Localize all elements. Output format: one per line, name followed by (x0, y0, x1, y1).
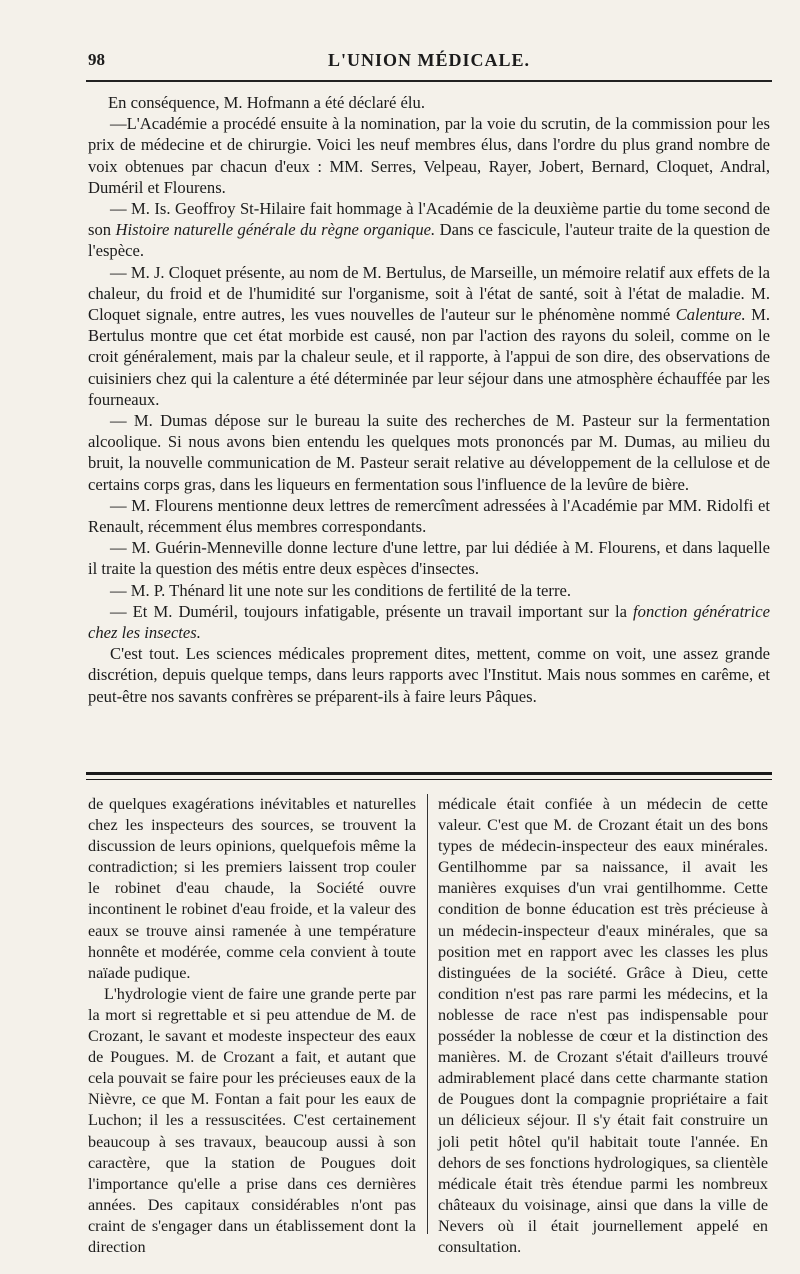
page-header (88, 50, 770, 80)
column-divider (427, 794, 428, 1234)
paragraph: — M. P. Thénard lit une note sur les conditions de fertilité de la terre. (110, 580, 571, 600)
feuilleton-left-column (88, 794, 416, 1258)
paragraph: — M. Dumas dépose sur le bureau la suite des recherches de M. Pasteur sur la fermentation alcoolique. Si nous avons bien entendu les quelques mots prononcés par M. Dumas, au milieu du bruit, la nouvelle communication de M. Pasteur serait relative au développement de la cellulose et de certains corps gras, dans les liqueurs en fermentation sous l'influence de la levûre de bière. (88, 411, 770, 494)
paragraph: — M. Is. Geoffroy St-Hilaire fait hommage à l'Académie de la deuxième partie du tome second de son Histoire naturelle générale du règne organique. Dans ce fascicule, l'auteur traite de la question de l'espèce. (88, 199, 770, 261)
paragraph: — Et M. Duméril, toujours infatigable, présente un travail important sur la fonction génératrice chez les insectes. (88, 601, 770, 643)
book-title: Histoire naturelle générale du règne organique. (115, 220, 436, 240)
paragraph: En conséquence, M. Hofmann a été déclaré élu. (108, 93, 425, 112)
header-rule (86, 80, 772, 82)
paragraph: — M. Flourens mentionne deux lettres de remercîment adressées à l'Académie par MM. Ridolfi et Renault, récemment élus membres correspondants. (88, 495, 770, 537)
paragraph: de quelques exagérations inévitables et naturelles chez les inspecteurs des sources, se trouvent la discussion de leurs opinions, quelquefois même la contradiction; si les premiers laissent trop couler le robinet d'eau chaude, la Société ouvre incontinent le robinet d'eau froide, et la valeur des eaux se trouve ainsi ramenée à une température honnête et modérée, comme cela convient à toute naïade pudique. (88, 795, 416, 982)
academy-report (88, 92, 770, 707)
term-calenture: Calenture. (675, 305, 746, 325)
paragraph: — M. J. Cloquet présente, au nom de M. Bertulus, de Marseille, un mémoire relatif aux effets de la chaleur, du froid et de l'humidité sur l'organisme, soit à l'état de santé, soit à l'état de maladie. M. Cloquet signale, entre autres, les vues nouvelles de l'auteur sur le phénomène nommé Calenture. M. Bertulus montre que cet état morbide est causé, non par l'action des rayons du soleil, comme on le croit généralement, mais par la chaleur seule, et il rapporte, à l'appui de son dire, des observations de cuisiniers chez qui la calenture a été déterminée par leur séjour dans une atmosphère échauffée par les fourneaux. (88, 262, 770, 409)
page-number: 98 (88, 50, 105, 69)
paragraph: médicale était confiée à un médecin de cette valeur. C'est que M. de Crozant était un des bons types de médecin-inspecteur des eaux minérales. Gentilhomme par sa naissance, il avait les manières exquises d'un vrai gentilhomme. Cette condition de bonne éducation est très précieuse à un médecin-inspecteur d'eaux minérales, que sa position met en rapport avec les classes les plus distinguées de la société. Grâce à Dieu, cette condition n'est pas rare parmi les médecins, et la noblesse de race n'est pas indispensable pour posséder la noblesse de cœur et la distinction des manières. M. de Crozant s'était d'ailleurs trouvé admirablement placé dans cette charmante station de Pougues dont la compagnie propriétaire a fait un délicieux séjour. Il s'y était fait construire un joli petit hôtel qu'il habitait toute l'année. En dehors de ses fonctions hydrologiques, sa clientèle médicale était très étendue parmi les nombreux châteaux du voisinage, ainsi que dans la ville de Nevers où il était journellement appelé en consultation. (438, 795, 768, 1256)
journal-title: L'UNION MÉDICALE. (327, 50, 531, 70)
feuilleton-right-column (438, 794, 768, 1258)
paragraph: — M. Guérin-Menneville donne lecture d'une lettre, par lui dédiée à M. Flourens, et dans laquelle il traite la question des métis entre deux espèces d'insectes. (88, 538, 770, 579)
paragraph: L'hydrologie vient de faire une grande perte par la mort si regrettable et si peu attendue de M. de Crozant, le savant et modeste inspecteur des eaux de Pougues. M. de Crozant a fait, et autant que cela pouvait se faire pour les précieuses eaux de la Nièvre, ce que M. Fontan a fait pour les eaux de Luchon; il les a ressuscitées. C'est certainement beaucoup à ses travaux, beaucoup aussi à son caractère, que la station de Pougues doit l'importance qu'elle a prise dans ces dernières années. Des capitaux considérables n'ont pas craint de s'engager dans un établissement dont la direction (88, 984, 416, 1256)
paragraph: —L'Académie a procédé ensuite à la nomination, par la voie du scrutin, de la commission pour les prix de médecine et de chirurgie. Voici les neuf membres élus, dans l'ordre du plus grand nombre de voix obtenues par chacun d'eux : MM. Serres, Velpeau, Rayer, Jobert, Bernard, Cloquet, Andral, Duméril et Flourens. (88, 114, 770, 197)
paragraph: C'est tout. Les sciences médicales proprement dites, mettent, comme on voit, une assez grande discrétion, depuis quelque temps, dans leurs rapports avec l'Institut. Mais nous sommes en carême, et peut-être nos savants confrères se préparent-ils à faire leurs Pâques. (88, 644, 770, 706)
section-divider (86, 772, 772, 780)
work-title: fonction génératrice chez les insectes. (88, 601, 770, 643)
